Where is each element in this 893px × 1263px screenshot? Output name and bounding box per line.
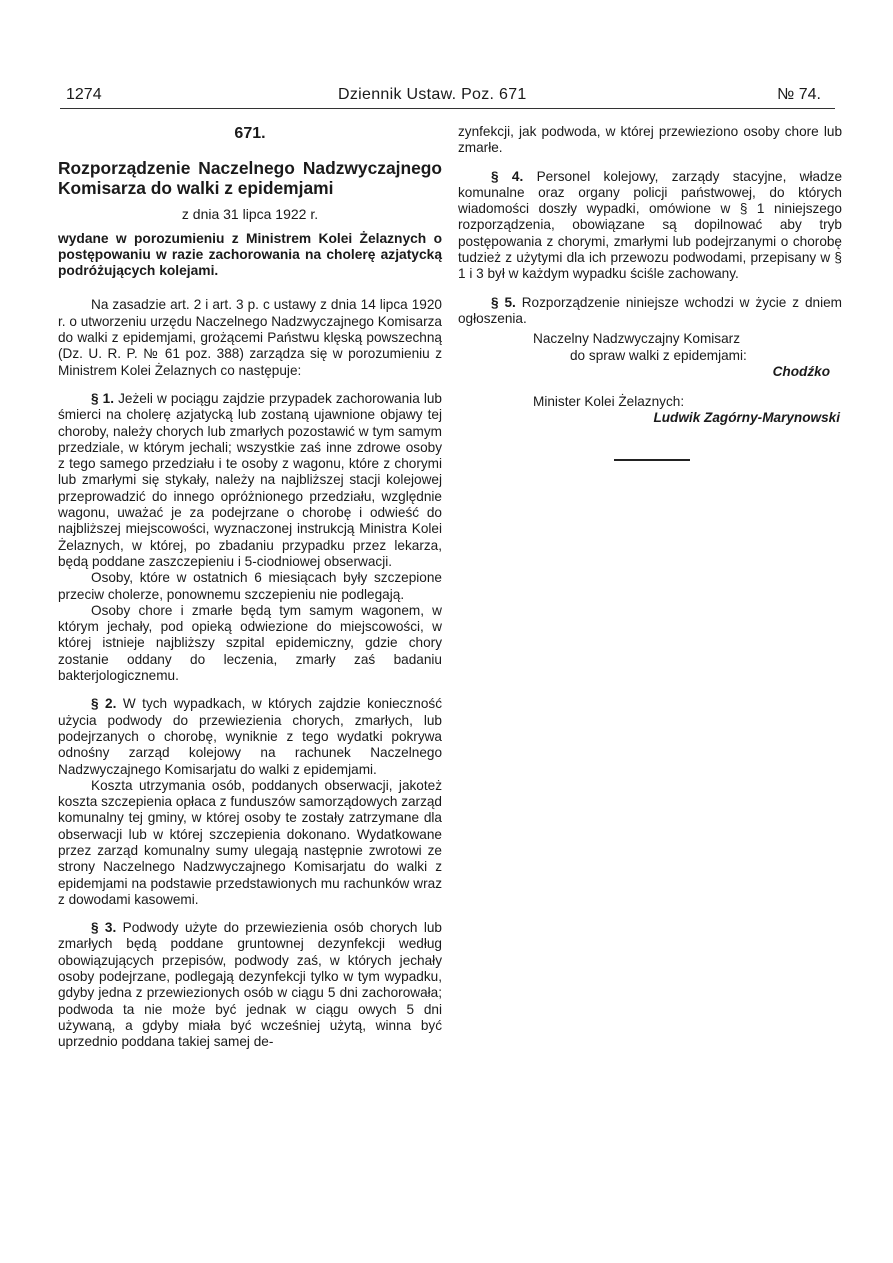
signatory-1-role-line-2: do spraw walki z epidemjami:: [570, 347, 747, 363]
left-column: [58, 124, 442, 1051]
section-1-label: § 1.: [91, 390, 115, 406]
page-header: [60, 86, 835, 112]
section-2-text: W tych wypadkach, w których zajdzie konieczność użycia podwody do przewiezienia chorych, zmarłych, lub podejrzanych o chorobę, wyniknie z tego wydatki pokrywa odnośny zarząd kolejowy na rachunek Naczelnego Nadzwyczajnego Komisarjatu do walki z epidemjami.: [58, 696, 442, 777]
preamble: Na zasadzie art. 2 i art. 3 p. c ustawy z dnia 14 lipca 1920 r. o utworzeniu urzędu Naczelnego Nadzwyczajnego Komisarza do walki z epidemjami, grożącemi Państwu klęską powszechną (Dz. U. R. P. № 61 poz. 388) zarządza się w porozumieniu z Ministrem Kolei Żelaznych co następuje:: [58, 297, 442, 378]
signatory-2-role: Minister Kolei Żelaznych:: [533, 394, 685, 410]
header-divider: [60, 108, 835, 109]
section-4-text: Personel kolejowy, zarządy stacyjne, władze komunalne oraz organy policji państwowej, do których wiadomości doszły wypadki, omówione w § 1 niniejszego rozporządzenia, obowiązane są dopilnować aby tryb postępowania z chorymi, zmarłymi lub podejrzanymi o chorobę tudzież z użytymi dla ich przewozu podwodami, przepisany w § 1 i 3 był w każdym wypadku ściśle zachowany.: [458, 168, 843, 282]
issue-number: № 74.: [777, 86, 821, 103]
section-2-label: § 2.: [91, 696, 117, 712]
signatory-1-name: Chodźko: [772, 363, 830, 379]
section-2-para-2: Koszta utrzymania osób, poddanych obserwacji, jakoteż koszta szczepienia opłaca z funduszów samorządowych zarząd komunalny tej gminy, w której osoby te zostały zatrzymane dla obserwacji lub w której szczepienia dokonano. Wydatkowane przez zarząd komunalny sumy ulegają następnie zwrotowi ze strony Naczelnego Nadzwyczajnego Komisarjatu do walki z epidemjami na podstawie przedstawionych mu rachunków wraz z dowodami kasowemi.: [58, 777, 442, 907]
section-1-text: Jeżeli w pociągu zajdzie przypadek zachorowania lub śmierci na cholerę azjatycką lub zostaną ujawnione objawy tej choroby, należy chorych lub zmarłych pozostawić w tym samym przedziale, w którym jechali; wszystkie zaś inne zdrowe osoby z tego samego przedziału i te osoby z wagonu, które z chorymi lub zmarłymi się stykały, należy na najbliższej stacji kolejowej przeprowadzić do innego opróżnionego przedziału, względnie wagonu, uważać je za podejrzane o chorobę i odwieść do najbliższej miejscowości, wyznaczonej instrukcją Ministra Kolei Żelaznych, w której, po zbadaniu przypadku przez lekarza, będą poddane zaszczepieniu i 5-ciodniowej obserwacji.: [58, 390, 442, 569]
act-subtitle: wydane w porozumieniu z Ministrem Kolei Żelaznych o postępowaniu w razie zachorowania na cholerę azjatycką podróżujących kolejami.: [58, 230, 442, 279]
journal-title: Dziennik Ustaw. Poz. 671: [338, 86, 527, 103]
section-5-label: § 5.: [491, 294, 516, 310]
section-1-para-2: Osoby, które w ostatnich 6 miesiącach były szczepione przeciw cholerze, ponownemu szczepieniu nie podlegają.: [58, 570, 442, 602]
end-divider: [614, 459, 690, 461]
right-column: [458, 124, 842, 461]
act-number: 671.: [234, 125, 266, 142]
section-4: [458, 169, 842, 283]
section-5: [458, 295, 842, 328]
signatory-2-name: Ludwik Zagórny-Marynowski: [653, 410, 840, 426]
section-5-text: Rozporządzenie niniejsze wchodzi w życie z dniem ogłoszenia.: [458, 294, 842, 326]
act-title: Rozporządzenie Naczelnego Nadzwyczajnego Komisarza do walki z epidemjami: [58, 158, 442, 199]
section-1-para-3: Osoby chore i zmarłe będą tym samym wagonem, w którym jechały, pod opieką odwiezione do miejscowości, w której istnieje najbliższy szpital epidemiczny, gdzie chory zostanie oddany do leczenia, zmarły zaś badaniu bakterjologicznemu.: [58, 602, 442, 684]
section-2: [58, 696, 442, 777]
section-3-label: § 3.: [91, 920, 117, 936]
section-4-label: § 4.: [491, 168, 524, 184]
section-3-text-part-1: Podwody użyte do przewiezienia osób chorych lub zmarłych będą poddane gruntownej dezynfekcji według obowiązujących przepisów, podwody zaś, w których jechały osoby podejrzane, podlegają dezynfekcji tylko w tym wypadku, gdyby jedna z przewiezionych osób w ciągu 5 dni zachorowała; podwoda ta nie może być jednak w ciągu owych 5 dni używaną, a gdyby miała być wcześniej użytą, winna być uprzednio poddana takiej samej de-: [58, 920, 442, 1050]
section-3: [58, 920, 442, 1050]
page-number: 1274: [66, 86, 102, 103]
section-3-continuation: zynfekcji, jak podwoda, w której przewieziono osoby chore lub zmarłe.: [458, 124, 842, 156]
section-1: [58, 391, 442, 570]
act-date: z dnia 31 lipca 1922 r.: [181, 206, 319, 223]
signatory-1-role-line-1: Naczelny Nadzwyczajny Komisarz: [533, 331, 740, 347]
